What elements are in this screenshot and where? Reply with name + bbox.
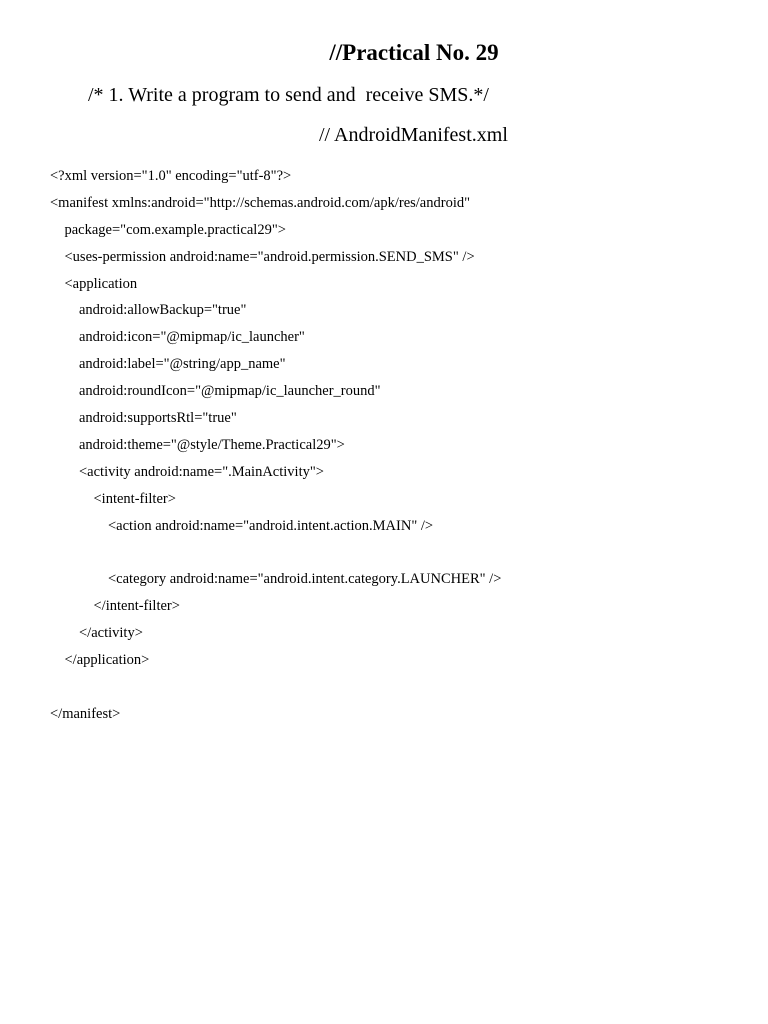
code-line: android:theme="@style/Theme.Practical29"> <box>50 436 345 453</box>
code-line: android:icon="@mipmap/ic_launcher" <box>50 329 305 346</box>
code-line: <?xml version="1.0" encoding="utf-8"?> <box>50 168 292 184</box>
code-line: <application <box>50 275 138 292</box>
question-heading: /* 1. Write a program to send and receive SMS.*/ <box>88 84 489 106</box>
code-line: android:supportsRtl="true" <box>50 410 237 427</box>
code-line: android:allowBackup="true" <box>50 302 247 319</box>
code-line: </intent-filter> <box>50 598 180 615</box>
code-block <box>50 163 728 728</box>
code-line-blank <box>50 674 728 701</box>
code-line: android:roundIcon="@mipmap/ic_launcher_round" <box>50 383 381 400</box>
code-line: <intent-filter> <box>50 490 176 507</box>
code-line-blank <box>50 539 728 566</box>
code-line: package="com.example.practical29"> <box>50 221 286 238</box>
code-line: <action android:name="android.intent.action.MAIN" /> <box>50 517 434 534</box>
code-line: <uses-permission android:name="android.permission.SEND_SMS" /> <box>50 248 475 265</box>
code-line: </application> <box>50 652 150 669</box>
code-line: <manifest xmlns:android="http://schemas.android.com/apk/res/android" <box>50 194 471 211</box>
code-line: android:label="@string/app_name" <box>50 356 286 373</box>
code-line: </manifest> <box>50 705 121 722</box>
code-line: <activity android:name=".MainActivity"> <box>50 463 324 480</box>
file-name-heading: // AndroidManifest.xml <box>319 124 508 146</box>
page-title: //Practical No. 29 <box>329 40 499 65</box>
code-line: <category android:name="android.intent.category.LAUNCHER" /> <box>50 571 502 588</box>
code-line: </activity> <box>50 625 143 642</box>
